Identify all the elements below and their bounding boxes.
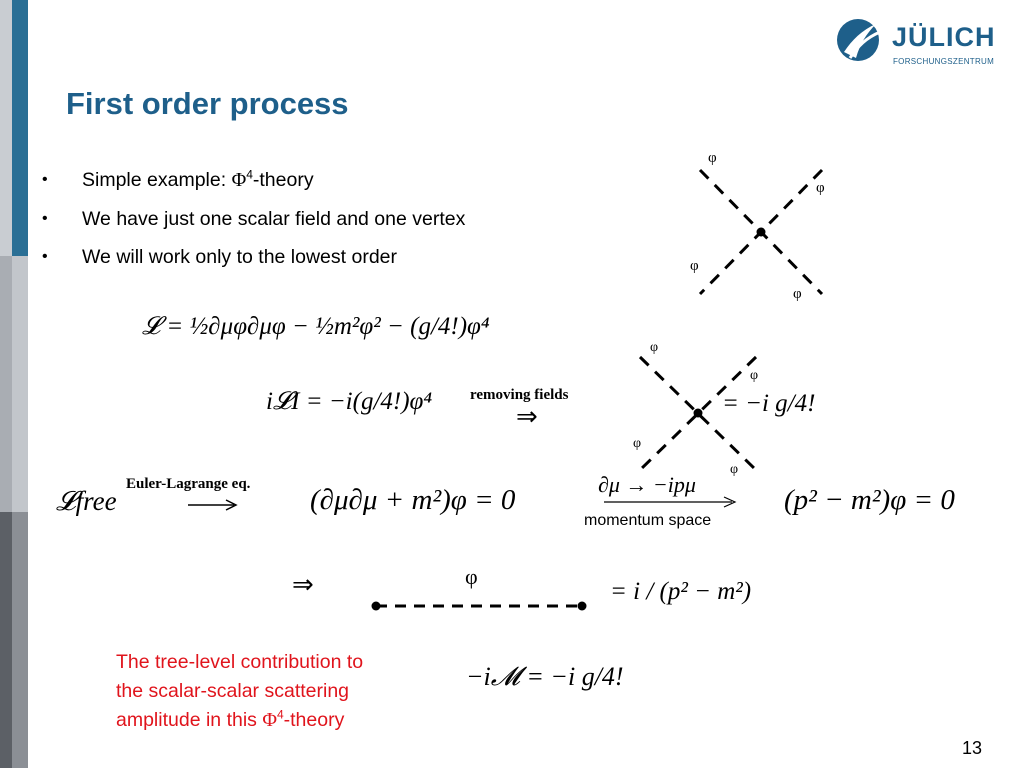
note-text: -theory (283, 709, 345, 731)
propagator-phi-label: φ (465, 564, 478, 589)
phi-label: φ (730, 462, 739, 477)
phi-label: φ (633, 436, 642, 451)
bullet-dot: • (42, 171, 48, 188)
phi-label: φ (816, 180, 825, 196)
phi-label: φ (793, 286, 802, 302)
momentum-equation: (p² − m²)φ = 0 (784, 484, 955, 516)
note-line: The tree-level contribution to (116, 651, 364, 673)
phi-label: φ (708, 150, 717, 166)
bullet-text: We will work only to the lowest order (82, 246, 398, 268)
free-lagrangian: 𝓛free (56, 486, 117, 516)
euler-lagrange-label: Euler-Lagrange eq. (126, 476, 251, 492)
page-number: 13 (962, 738, 983, 758)
note-line (116, 706, 456, 735)
amplitude-equation: −i𝓜 = −i g/4! (466, 662, 624, 691)
momentum-space-label: momentum space (584, 512, 712, 529)
propagator-end-dot (372, 602, 381, 611)
note-line: the scalar-scalar scattering (116, 680, 350, 702)
slide-title: First order process (66, 86, 349, 121)
bullet-dot: • (42, 209, 48, 227)
klein-gordon-equation: (∂μ∂μ + m²)φ = 0 (310, 484, 516, 516)
propagator-equation: = i / (p² − m²) (610, 578, 752, 605)
implies-arrow: ⇒ (292, 570, 314, 599)
vertex-dot (757, 228, 766, 237)
logo-subtitle: FORSCHUNGSZENTRUM (893, 57, 995, 66)
substitution-rule: ∂μ → −ipμ (598, 472, 696, 497)
superscript: 4 (276, 707, 284, 722)
superscript: 4 (246, 167, 253, 182)
propagator-end-dot (578, 602, 587, 611)
phi-label: φ (690, 258, 699, 274)
bullet-text: We have just one scalar field and one vertex (82, 207, 466, 230)
bullet-text: Simple example: (82, 169, 232, 191)
removing-fields-label: removing fields (470, 387, 569, 403)
phi-label: φ (650, 340, 659, 355)
phi-label: φ (750, 368, 759, 383)
lagrangian-equation: 𝓛 = ½∂μφ∂μφ − ½m²φ² − (g/4!)φ⁴ (142, 313, 490, 340)
phi-symbol: Φ (231, 169, 247, 191)
vertex-rule-equation: = −i g/4! (722, 390, 816, 417)
interaction-equation: i𝓛I = −i(g/4!)φ⁴ (266, 388, 433, 415)
phi-symbol: Φ (262, 709, 277, 731)
arrow-icon (604, 497, 735, 507)
bullet-dot: • (42, 248, 48, 265)
arrow-icon (188, 500, 236, 510)
logo-name: JÜLICH (892, 22, 996, 52)
implies-arrow: ⇒ (516, 402, 538, 431)
note-text: amplitude in this (116, 709, 263, 731)
amplitude-note (116, 648, 456, 735)
bullet-text: -theory (252, 169, 314, 191)
vertex-dot (694, 409, 703, 418)
